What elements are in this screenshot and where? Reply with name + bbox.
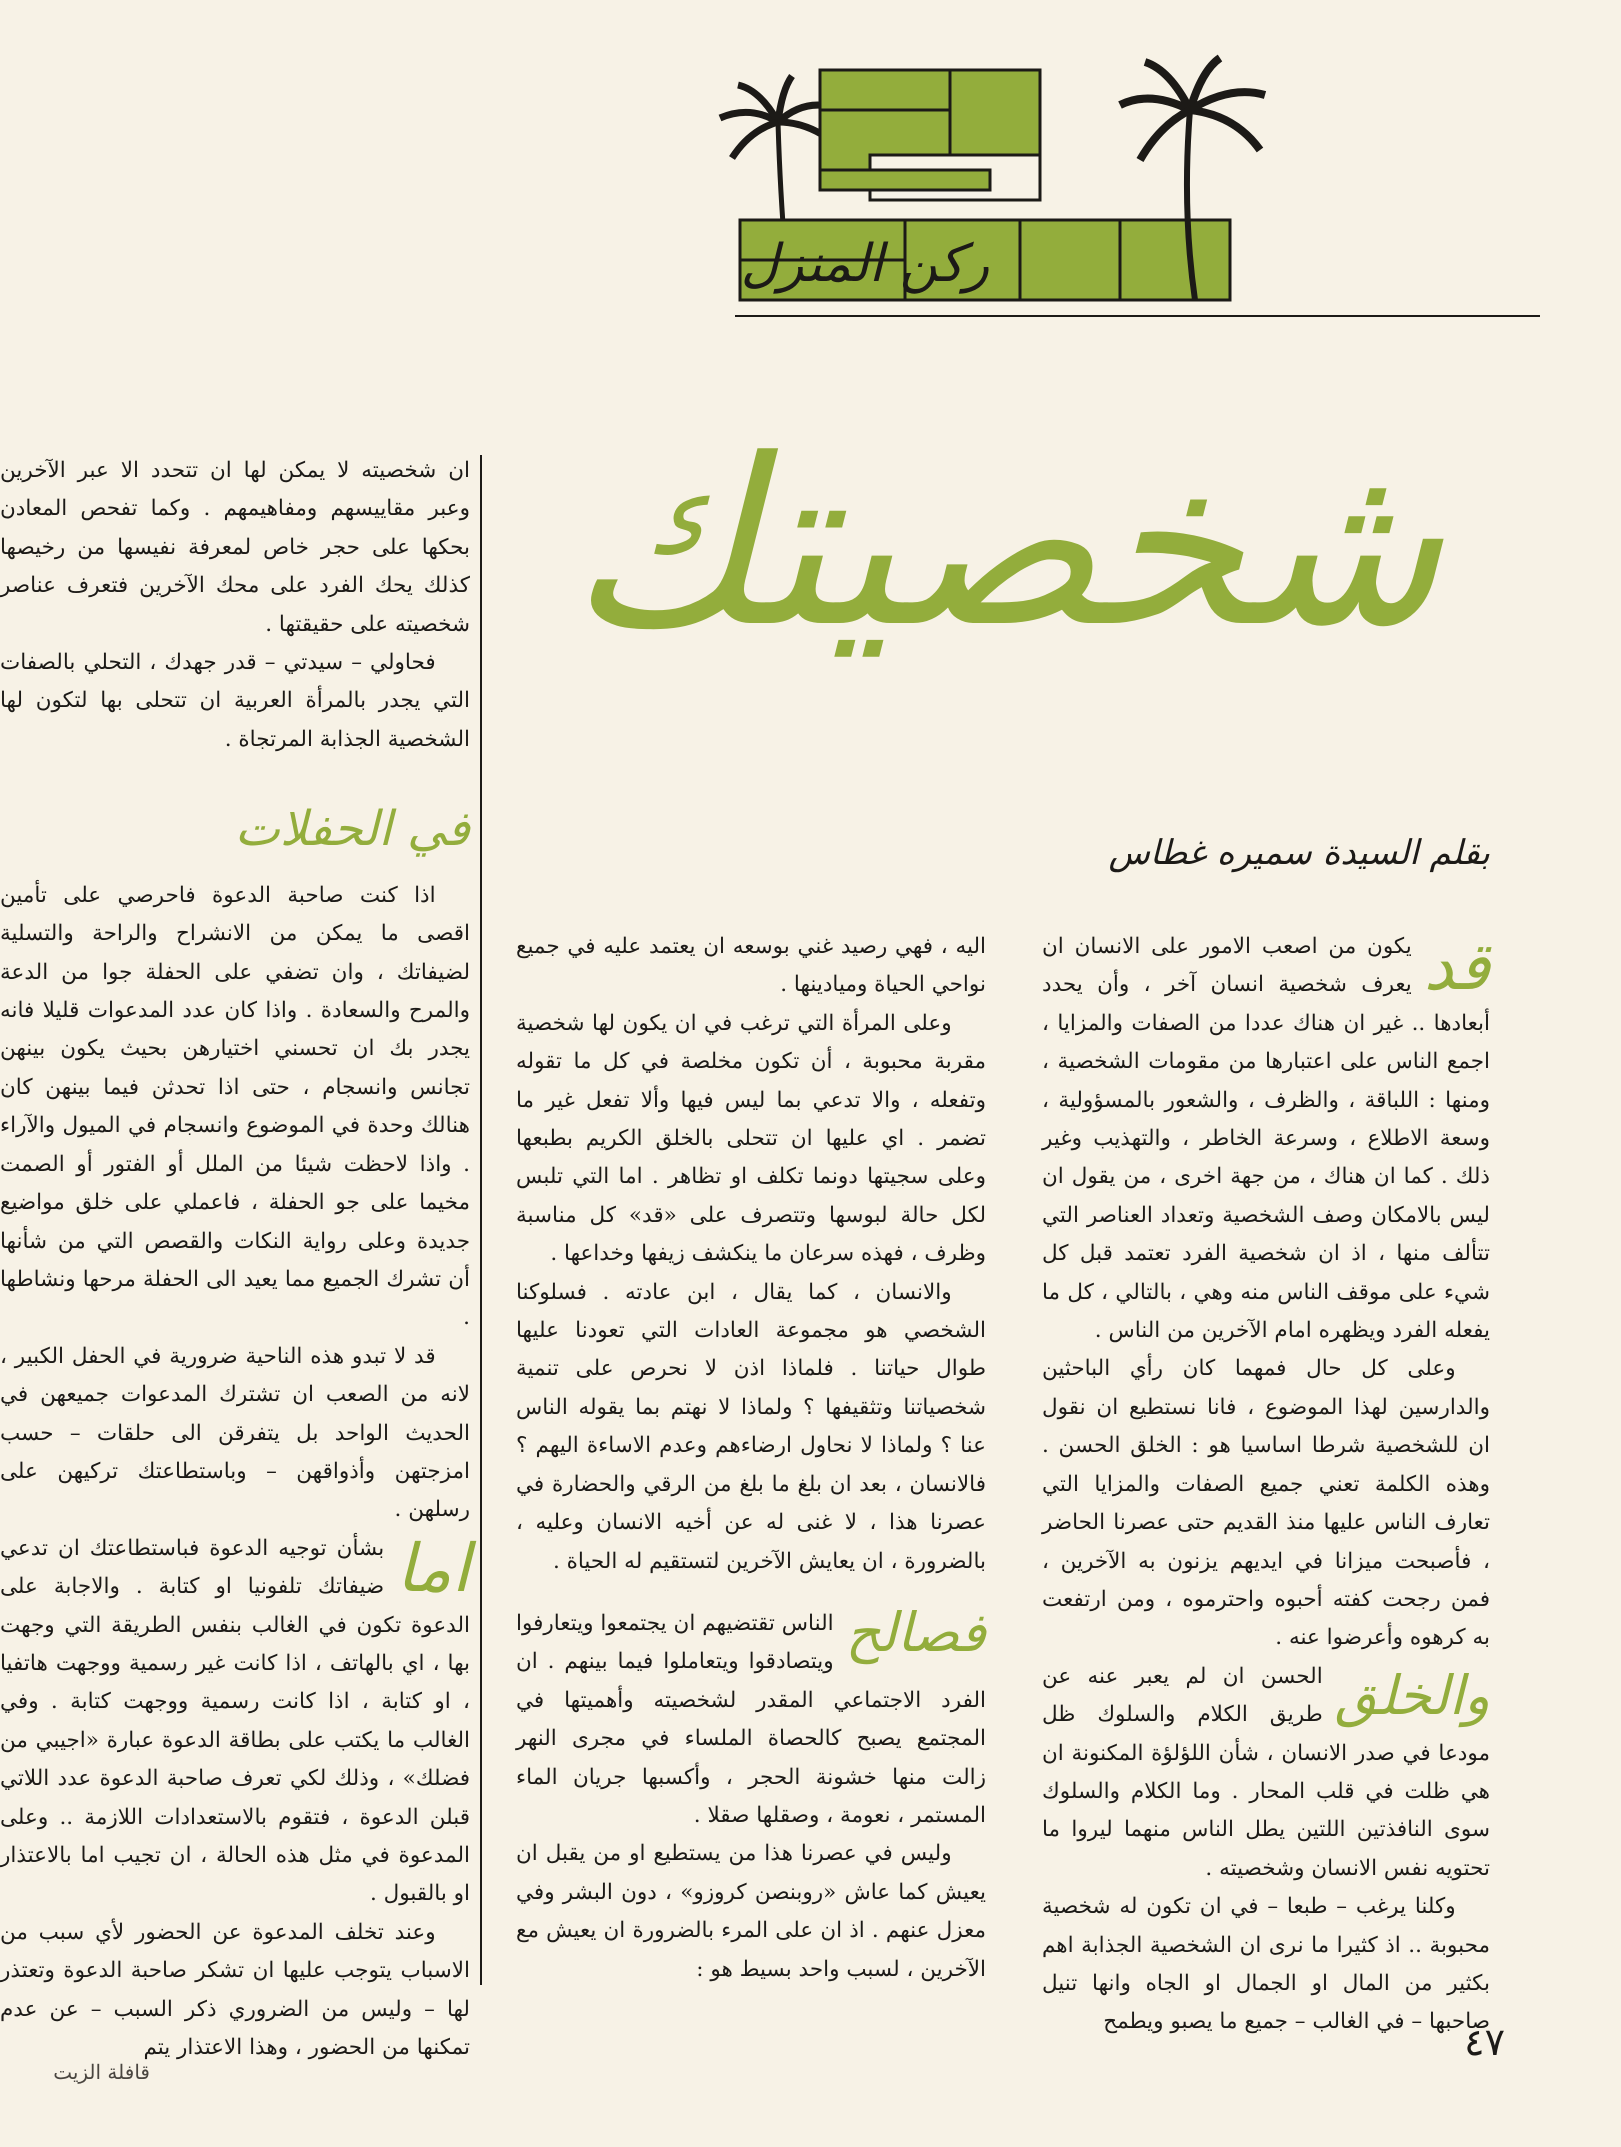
dropcap: قد — [1423, 928, 1490, 1005]
paragraph: الحسن ان لم يعبر عنه عن طريق الكلام والسلوك ظل مودعا في صدر الانسان ، شأن اللؤلؤة المكنونة ان هي ظلت في قلب المحار . وما الكلام والسلوك سوى النافذتين اللتين يطل الناس منهما ليروا ما تحتويه نفس الانسان وشخصيته . — [1042, 1663, 1490, 1881]
paragraph: وعند تخلف المدعوة عن الحضور لأي سبب من الاسباب يتوجب عليها ان تشكر صاحبة الدعوة وتعتذر لها – وليس من الضروري ذكر السبب – عن عدم تمكنها من الحضور ، وهذا الاعتذار يتم — [0, 1919, 470, 2061]
article-column-2 — [516, 928, 986, 1998]
section-title: ركن المنزل — [740, 234, 990, 294]
byline: بقلم السيدة سميره غطاس — [1108, 833, 1490, 873]
paragraph: فحاولي – سيدتي – قدر جهدك ، التحلي بالصفات التي يجدر بالمرأة العربية ان تتحلى بها لتكون لها الشخصية الجذابة المرتجاة . — [0, 650, 470, 752]
paragraph: وكلنا يرغب – طبعا – في ان تكون له شخصية محبوبة .. اذ كثيرا ما نرى ان الشخصية الجذابة اهم بكثير من المال او الجمال او الجاه وانها تنيل صاحبها – في الغالب – جميع ما يصبو ويطمح — [1042, 1894, 1490, 2035]
paragraph: اليه ، فهي رصيد غني بوسعه ان يعتمد عليه في جميع نواحي الحياة وميادينها . — [516, 934, 986, 998]
paragraph: وعلى كل حال فمهما كان رأي الباحثين والدارسين لهذا الموضوع ، فانا نستطيع ان نقول ان للشخصية شرطا اساسيا هو : الخلق الحسن . وهذه الكلمة تعني جميع الصفات والمزايا التي تعارف الناس عليها منذ القديم حتى عصرنا الحاضر ، فأصبحت ميزانا في ايديهم يزنون به الآخرين ، فمن رجحت كفته أحبوه واحترموه ، ومن ارتفعت به كرهوه وأعرضوا عنه . — [1042, 1356, 1490, 1651]
article-column-1 — [1042, 928, 1490, 2035]
paragraph: اذا كنت صاحبة الدعوة فاحرصي على تأمين اقصى ما يمكن من الانشراح والراحة والتسلية لضيفاتك ، وان تضفي على الحفلة جوا من الدعة والمرح والسعادة . واذا كان عدد المدعوات قليلا فانه يجدر بك ان تحسني اختيارهن بحيث يكون بينهن تجانس وانسجام ، حتى اذا تحدثن فيما بينهن كان هنالك وحدة في الموضوع وانسجام في الميول والآراء . واذا لاحظت شيئا من الملل أو الفتور أو الصمت مخيما على جو الحفلة ، فاعملي على خلق مواضيع جديدة وعلى رواية النكات والقصص التي من شأنها أن تشرك الجميع مما يعيد الى الحفلة مرحها ونشاطها . — [0, 882, 470, 1331]
column-divider — [480, 455, 482, 1985]
paragraph: وليس في عصرنا هذا من يستطيع او من يقبل ان يعيش كما عاش «روبنصن كروزو» ، دون البشر وفي معزل عنهم . اذ ان على المرء بالضرورة ان يعيش مع الآخرين ، لسبب واحد بسيط هو : — [516, 1841, 986, 1982]
paragraph: بشأن توجيه الدعوة فباستطاعتك ان تدعي ضيفاتك تلفونيا او كتابة . والاجابة على الدعوة تكون في الغالب بنفس الطريقة التي وجهت بها ، اي بالهاتف ، اذا كانت غير رسمية ووجهت هاتفيا ، او كتابة ، اذا كانت رسمية ووجهت كتابة . وفي الغالب ما يكتب على بطاقة الدعوة عبارة «اجيبي من فضلك» ، وذلك لكي تعرف صاحبة الدعوة عدد اللاتي قبلن الدعوة ، فتقوم بالاستعدادات اللازمة .. وعلى المدعوة في مثل هذه الحالة ، ان تجيب اما بالاعتذار او بالقبول . — [0, 1535, 470, 1907]
subhead: والخلق — [1334, 1663, 1490, 1727]
page-number: ٤٧ — [1464, 2020, 1505, 2064]
paragraph: ان شخصيته لا يمكن لها ان تتحدد الا عبر الآخرين وعبر مقاييسهم ومفاهيمهم . وكما تفحص المعادن بحكها على حجر خاص لمعرفة نفيسها من رخيصها كذلك يحك الفرد على محك الآخرين فتعرف عناصر شخصيته على حقيقتها . — [0, 458, 470, 637]
dropcap: اما — [396, 1529, 470, 1607]
paragraph: الناس تقتضيهم ان يجتمعوا ويتعارفوا ويتصادقوا ويتعاملوا فيما بينهم . ان الفرد الاجتماعي المقدر لشخصيته وأهميتها في المجتمع يصبح كالحصاة الملساء في مجرى النهر زالت منها خشونة الحجر ، وأكسبها جريان الماء المستمر ، نعومة ، وصقلها صقلا . — [516, 1610, 986, 1828]
paragraph: يكون من اصعب الامور على الانسان ان يعرف شخصية انسان آخر ، وأن يحدد أبعادها .. غير ان هناك عددا من الصفات والمزايا ، اجمع الناس على اعتبارها من مقومات الشخصية ، ومنها : اللباقة ، والظرف ، والشعور بالمسؤولية ، وسعة الاطلاع ، وسرعة الخاطر ، والتهذيب وغير ذلك . كما ان هناك ، من جهة اخرى ، من يقول ان ليس بالامكان وصف الشخصية وتعداد العناصر التي تتألف منها ، اذ ان شخصية الفرد تعتمد قبل كل شيء على موقف الناس منه وهي ، بالتالي ، كل ما يفعله الفرد ويظهره امام الآخرين من الناس . — [1042, 934, 1490, 1344]
paragraph: قد لا تبدو هذه الناحية ضرورية في الحفل الكبير ، لانه من الصعب ان تشترك المدعوات جميعهن في الحديث الواحد بل يتفرقن الى حلقات – حسب امزجتهن وأذواقهن – وباستطاعتك تركيهن على رسلهن . — [0, 1343, 470, 1523]
article-column-3 — [0, 452, 470, 2061]
article-title: شخصيتك — [568, 411, 1442, 678]
paragraph: والانسان ، كما يقال ، ابن عادته . فسلوكنا الشخصي هو مجموعة العادات التي تعودنا عليها طوال حياتنا . فلماذا اذن لا نحرص على تنمية شخصياتنا وتثقيفها ؟ ولماذا لا نهتم بما يقوله الناس عنا ؟ ولماذا لا نحاول ارضاءهم وعدم الاساءة اليهم ؟ فالانسان ، بعد ان بلغ ما بلغ من الرقي والحضارة في عصرنا هذا ، لا غنى له عن أخيه الانسان وعليه ، بالضرورة ، ان يعايش الآخرين لتستقيم له الحياة . — [516, 1279, 986, 1574]
paragraph: وعلى المرأة التي ترغب في ان يكون لها شخصية مقربة محبوبة ، أن تكون مخلصة في كل ما تقوله وتفعله ، والا تدعي بما ليس فيها وألا تفعل غير ما تضمر . اي عليها ان تتحلى بالخلق الكريم بطبعها وعلى سجيتها دونما تكلف او تظاهر . اما التي تلبس لكل حالة لبوسها وتتصرف على «قد» كل مناسبة وظرف ، فهذه سرعان ما ينكشف زيفها وخداعها . — [516, 1010, 986, 1267]
magazine-name: قافلة الزيت — [53, 2060, 150, 2084]
subhead: فصالح — [845, 1600, 986, 1664]
section-heading: في الحفلات — [234, 801, 470, 858]
